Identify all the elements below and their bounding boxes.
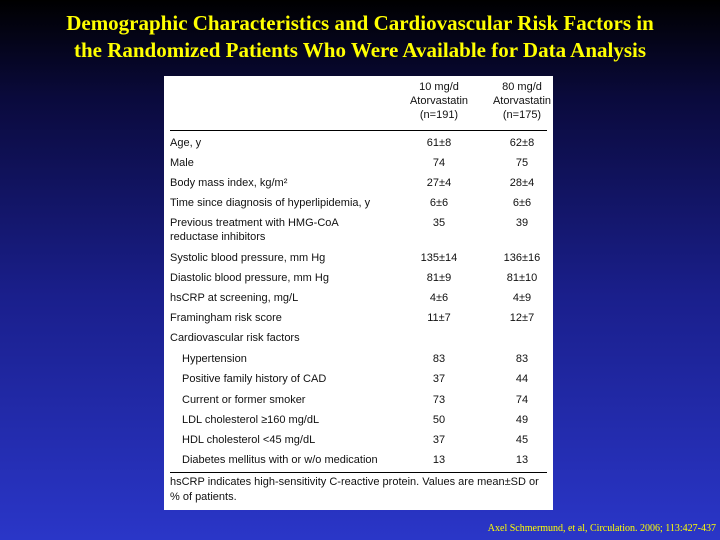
row-value-10mg: 6±6	[429, 197, 449, 209]
slide-title-line-2: the Randomized Patients Who Were Available for Data Analysis	[73, 38, 647, 62]
row-label-line-1: Previous treatment with HMG-CoA	[170, 217, 339, 229]
table-row	[170, 430, 547, 450]
footnote-line-1: hsCRP indicates high-sensitivity C-reactive protein. Values are mean±SD or	[170, 476, 539, 488]
column-header-80mg-drug: Atorvastatin	[492, 95, 552, 107]
table-row	[170, 268, 547, 288]
row-value-80mg: 12±7	[509, 312, 535, 324]
row-value-10mg: 13	[432, 454, 446, 466]
row-value-10mg: 35	[432, 217, 446, 229]
table-row	[170, 349, 547, 369]
row-value-80mg: 6±6	[512, 197, 532, 209]
row-value-80mg: 75	[515, 157, 529, 169]
table-section-heading	[170, 328, 547, 348]
table-header	[170, 76, 552, 131]
row-label: Diabetes mellitus with or w/o medication	[182, 454, 378, 466]
table-row	[170, 410, 547, 430]
table-footnote	[170, 475, 547, 505]
column-header-80mg-n: (n=175)	[502, 109, 542, 121]
row-value-80mg: 39	[515, 217, 529, 229]
characteristics-table	[164, 76, 553, 510]
table-row	[170, 173, 547, 193]
row-value-10mg: 83	[432, 353, 446, 365]
row-value-10mg: 4±6	[429, 292, 449, 304]
slide-title	[0, 10, 720, 64]
row-label: Positive family history of CAD	[182, 373, 327, 385]
row-value-10mg: 73	[432, 394, 446, 406]
table-row	[170, 248, 547, 268]
column-header-10mg-dose: 10 mg/d	[419, 81, 459, 93]
row-value-80mg: 83	[515, 353, 529, 365]
row-value-10mg: 37	[432, 373, 446, 385]
citation: Axel Schmermund, et al, Circulation. 2006; 113:427-437	[487, 523, 716, 534]
row-value-80mg: 49	[515, 414, 529, 426]
row-value-10mg: 37	[432, 434, 446, 446]
row-value-80mg: 28±4	[509, 177, 535, 189]
table-row	[170, 450, 547, 470]
row-value-10mg: 50	[432, 414, 446, 426]
column-header-10mg	[406, 80, 472, 122]
row-label: Body mass index, kg/m²	[170, 177, 288, 189]
table-row	[170, 390, 547, 410]
row-value-10mg: 135±14	[420, 252, 458, 264]
row-label: HDL cholesterol <45 mg/dL	[182, 434, 316, 446]
table-bottom-rule	[170, 472, 547, 473]
row-label: Age, y	[170, 137, 202, 149]
row-label: Male	[170, 157, 194, 169]
row-label: Systolic blood pressure, mm Hg	[170, 252, 326, 264]
column-header-10mg-drug: Atorvastatin	[409, 95, 469, 107]
table-row	[170, 288, 547, 308]
row-value-80mg: 81±10	[506, 272, 538, 284]
row-label: Current or former smoker	[182, 394, 306, 406]
row-value-80mg: 4±9	[512, 292, 532, 304]
column-header-80mg	[489, 80, 555, 122]
row-label: hsCRP at screening, mg/L	[170, 292, 299, 304]
table-row	[170, 213, 547, 247]
row-label: Hypertension	[182, 353, 247, 365]
row-label: Framingham risk score	[170, 312, 282, 324]
row-value-10mg: 61±8	[426, 137, 452, 149]
table-row	[170, 193, 547, 213]
table-row	[170, 153, 547, 173]
footnote-line-2: % of patients.	[170, 491, 237, 503]
table-row	[170, 369, 547, 389]
row-label: Time since diagnosis of hyperlipidemia, y	[170, 197, 371, 209]
row-value-10mg: 27±4	[426, 177, 452, 189]
row-value-80mg: 62±8	[509, 137, 535, 149]
slide-title-line-1: Demographic Characteristics and Cardiovascular Risk Factors in	[66, 11, 654, 35]
row-label: Cardiovascular risk factors	[170, 332, 300, 344]
row-label	[170, 216, 339, 244]
table-row	[170, 308, 547, 328]
row-value-80mg: 74	[515, 394, 529, 406]
row-label: Diastolic blood pressure, mm Hg	[170, 272, 329, 284]
table-row	[170, 133, 547, 153]
column-header-10mg-n: (n=191)	[419, 109, 459, 121]
row-value-10mg: 11±7	[427, 312, 451, 324]
row-value-10mg: 74	[432, 157, 446, 169]
column-header-80mg-dose: 80 mg/d	[502, 81, 542, 93]
row-value-80mg: 136±16	[503, 252, 541, 264]
row-value-10mg: 81±9	[426, 272, 452, 284]
row-label-line-2: reductase inhibitors	[170, 231, 266, 243]
row-value-80mg: 45	[515, 434, 529, 446]
row-value-80mg: 44	[515, 373, 529, 385]
row-label: LDL cholesterol ≥160 mg/dL	[182, 414, 320, 426]
row-value-80mg: 13	[515, 454, 529, 466]
